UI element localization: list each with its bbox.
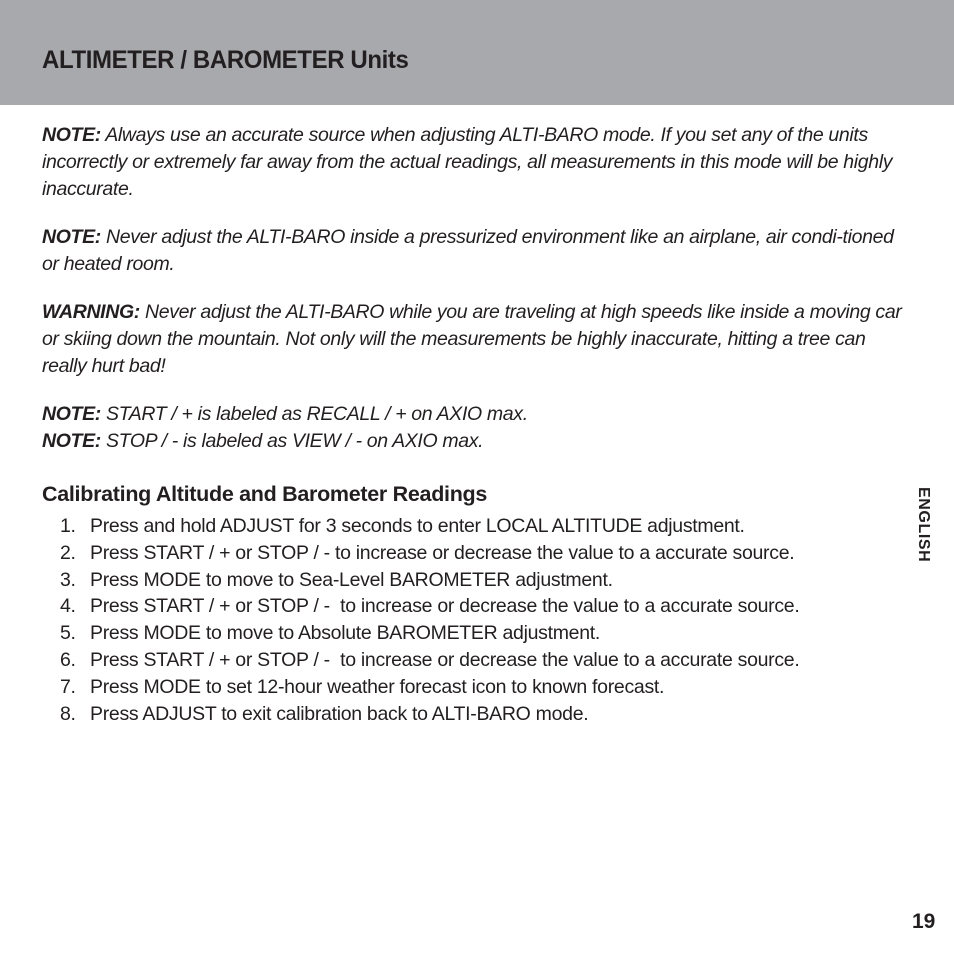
list-item: [42, 701, 862, 728]
note-start-label: [42, 401, 902, 428]
note-text: STOP / - is labeled as VIEW / - on AXIO max.: [100, 430, 484, 452]
list-item: [42, 540, 862, 567]
note-label: NOTE:: [42, 124, 101, 146]
step-text: Press MODE to move to Sea-Level BAROMETER adjustment.: [90, 568, 613, 591]
list-item: [42, 593, 862, 620]
list-item: [42, 567, 862, 594]
step-number: 6.: [60, 648, 76, 671]
page-title: ALTIMETER / BAROMETER Units: [42, 46, 409, 74]
note-text: Never adjust the ALTI-BARO inside a pressurized environment like an airplane, air condi-tioned or heated room.: [42, 226, 894, 275]
note-stop-label: [42, 428, 902, 455]
warning-label: WARNING:: [42, 301, 140, 323]
step-text: Press MODE to move to Absolute BAROMETER adjustment.: [90, 622, 601, 645]
step-number: 5.: [60, 622, 76, 645]
warning-speed: [42, 299, 902, 380]
step-number: 7.: [60, 675, 76, 698]
page-number: 19: [912, 910, 936, 933]
calibration-steps-list: [42, 513, 862, 727]
step-number: 4.: [60, 595, 76, 618]
list-item: [42, 620, 862, 647]
note-accuracy: [42, 122, 902, 203]
section-title-calibration: Calibrating Altitude and Barometer Readings: [42, 482, 488, 506]
step-text: Press START / + or STOP / - to increase or decrease the value to a accurate source.: [90, 541, 795, 564]
warning-text: Never adjust the ALTI-BARO while you are traveling at high speeds like inside a moving car or skiing down the mountain. Not only will the measurements be highly inaccurate, hitting a tree can really hurt bad!: [42, 301, 902, 377]
note-label: NOTE:: [42, 430, 101, 452]
note-text: Always use an accurate source when adjusting ALTI-BARO mode. If you set any of the units incorrectly or extremely far away from the actual readings, all measurements in this mode will be highly inaccurate.: [42, 124, 893, 200]
step-text: Press and hold ADJUST for 3 seconds to enter LOCAL ALTITUDE adjustment.: [90, 515, 745, 537]
list-item: [42, 513, 862, 540]
step-number: 2.: [60, 541, 76, 564]
notes-section: [42, 122, 902, 455]
step-text: Press MODE to set 12-hour weather forecast icon to known forecast.: [90, 675, 665, 698]
step-number: 8.: [60, 702, 76, 725]
step-text: Press START / + or STOP / - to increase or decrease the value to a accurate source.: [90, 648, 800, 671]
step-text: Press START / + or STOP / - to increase or decrease the value to a accurate source.: [90, 595, 800, 618]
language-side-label: ENGLISH: [915, 487, 932, 563]
list-item: [42, 647, 862, 674]
note-label: NOTE:: [42, 403, 101, 425]
note-text: START / + is labeled as RECALL / + on AXIO max.: [100, 403, 528, 425]
step-text: Press ADJUST to exit calibration back to ALTI-BARO mode.: [90, 702, 589, 725]
step-number: 1.: [60, 515, 76, 537]
list-item: [42, 674, 862, 701]
note-pressurized: [42, 224, 902, 278]
axio-max-notes: [42, 401, 902, 455]
note-label: NOTE:: [42, 226, 101, 248]
step-number: 3.: [60, 568, 76, 591]
